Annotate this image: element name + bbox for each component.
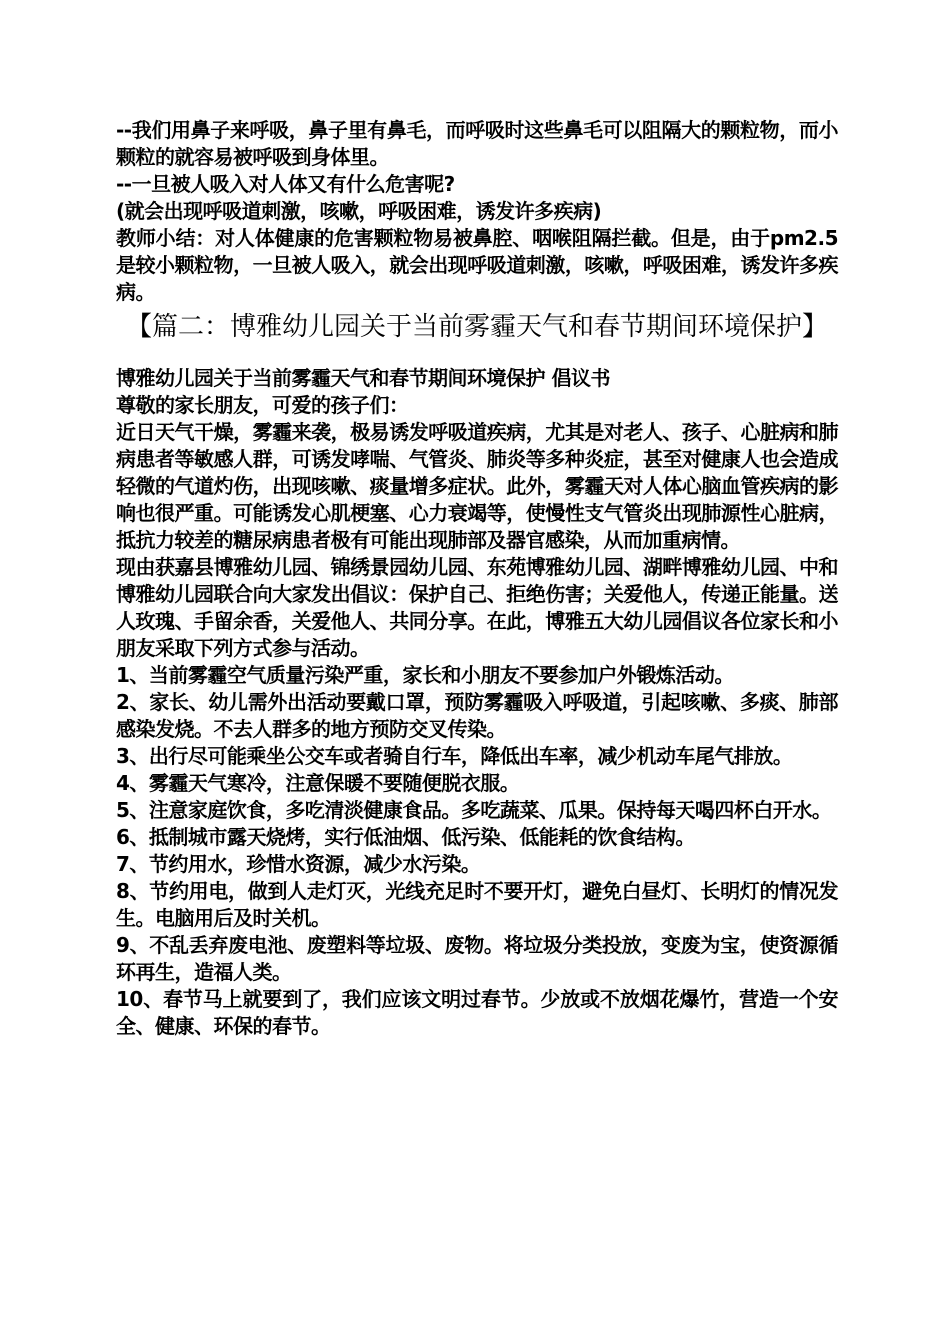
list-item: 2、家长、幼儿需外出活动要戴口罩，预防雾霾吸入呼吸道，引起咳嗽、多痰、肺部感染发烧。不去人群多的地方预防交叉传染。: [116, 690, 838, 741]
section-title: 【篇二：博雅幼儿园关于当前雾霾天气和春节期间环境保护】: [125, 312, 828, 342]
intro-paragraph: (就会出现呼吸道刺激，咳嗽，呼吸困难，诱发许多疾病): [116, 199, 602, 223]
list-item: 5、注意家庭饮食，多吃清淡健康食品。多吃蔬菜、瓜果。保持每天喝四杯白开水。: [116, 798, 832, 822]
salutation: 尊敬的家长朋友，可爱的孩子们：: [116, 393, 409, 417]
list-item: 8、节约用电，做到人走灯灭，光线充足时不要开灯，避免白昼灯、长明灯的情况发生。电脑用后及时关机。: [116, 879, 838, 930]
intro-paragraph: --我们用鼻子来呼吸，鼻子里有鼻毛，而呼吸时这些鼻毛可以阻隔大的颗粒物，而小颗粒的就容易被呼吸到身体里。: [116, 118, 838, 169]
intro-paragraph: 教师小结：对人体健康的危害颗粒物易被鼻腔、咽喉阻隔拦截。但是，由于pm2.5是较小颗粒物，一旦被人吸入，就会出现呼吸道刺激，咳嗽，呼吸困难，诱发许多疾病。: [116, 226, 838, 304]
proposal-heading: 博雅幼儿园关于当前雾霾天气和春节期间环境保护 倡议书: [116, 366, 610, 390]
list-item: 1、当前雾霾空气质量污染严重，家长和小朋友不要参加户外锻炼活动。: [116, 663, 734, 687]
document-body: [116, 117, 838, 1040]
list-item: 4、雾霾天气寒冷，注意保暖不要随便脱衣服。: [116, 771, 520, 795]
intro-paragraph: --一旦被人吸入对人体又有什么危害呢?: [116, 172, 455, 196]
list-item: 3、出行尽可能乘坐公交车或者骑自行车，降低出车率，减少机动车尾气排放。: [116, 744, 793, 768]
body-paragraph: 现由获嘉县博雅幼儿园、锦绣景园幼儿园、东苑博雅幼儿园、湖畔博雅幼儿园、中和博雅幼儿园联合向大家发出倡议：保护自己、拒绝伤害；关爱他人，传递正能量。送人玫瑰、手留余香，关爱他人、共同分享。在此，博雅五大幼儿园倡议各位家长和小朋友采取下列方式参与活动。: [116, 555, 838, 660]
list-item: 7、节约用水，珍惜水资源，减少水污染。: [116, 852, 481, 876]
list-item: 6、抵制城市露天烧烤，实行低油烟、低污染、低能耗的饮食结构。: [116, 825, 695, 849]
list-item: 9、不乱丢弃废电池、废塑料等垃圾、废物。将垃圾分类投放，变废为宝，使资源循环再生，造福人类。: [116, 933, 838, 984]
list-item: 10、春节马上就要到了，我们应该文明过春节。少放或不放烟花爆竹，营造一个安全、健康、环保的春节。: [116, 987, 838, 1038]
body-paragraph: 近日天气干燥，雾霾来袭，极易诱发呼吸道疾病，尤其是对老人、孩子、心脏病和肺病患者等敏感人群，可诱发哮喘、气管炎、肺炎等多种炎症，甚至对健康人也会造成轻微的气道灼伤，出现咳嗽、痰量增多症状。此外，雾霾天对人体心脑血管疾病的影响也很严重。可能诱发心肌梗塞、心力衰竭等，使慢性支气管炎出现肺源性心脏病，抵抗力较差的糖尿病患者极有可能出现肺部及器官感染，从而加重病情。: [116, 420, 838, 552]
